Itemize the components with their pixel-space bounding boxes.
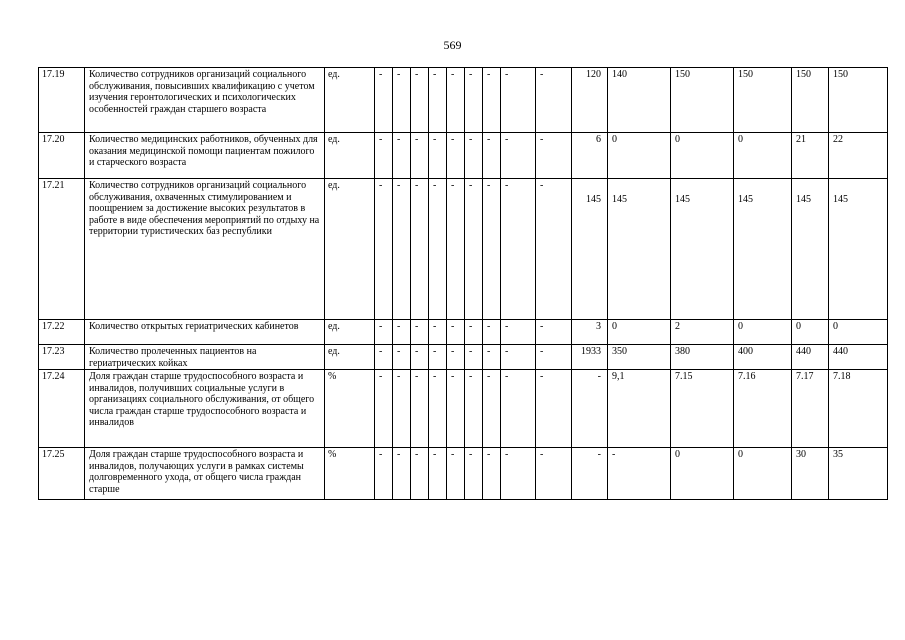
row-id: 17.19 (39, 68, 85, 133)
indicator-name: Количество медицинских работников, обученных для оказания медицинской помощи пациентам пожилого и старческого возраста (85, 133, 325, 179)
value-cell: - (536, 370, 572, 448)
table-row (39, 133, 888, 179)
dash-cell: - (483, 320, 501, 345)
dash-cell: - (393, 448, 411, 500)
value-cell: 150 (792, 68, 829, 133)
value-cell: - (536, 133, 572, 179)
indicator-name: Количество сотрудников организаций социального обслуживания, охваченных стимулированием и поощрением за достижение высоких результатов в работе в виде обеспечения мероприятий по отдыху на территории туристических баз республики (85, 179, 325, 320)
dash-cell: - (393, 133, 411, 179)
dash-cell: - (375, 448, 393, 500)
dash-cell: - (447, 448, 465, 500)
dash-cell: - (429, 179, 447, 320)
page-number: 569 (443, 38, 462, 52)
value-cell: 0 (734, 448, 792, 500)
value-text: 145 (796, 194, 811, 205)
value-cell: 7.17 (792, 370, 829, 448)
value-cell (829, 179, 888, 320)
value-cell: 0 (608, 320, 671, 345)
value-cell: 22 (829, 133, 888, 179)
value-cell (671, 179, 734, 320)
unit-cell: ед. (325, 133, 375, 179)
value-cell: - (608, 448, 671, 500)
unit-cell: % (325, 370, 375, 448)
dash-cell: - (429, 320, 447, 345)
value-cell: 21 (792, 133, 829, 179)
dash-cell: - (465, 345, 483, 370)
dash-cell: - (501, 133, 536, 179)
dash-cell: - (483, 179, 501, 320)
value-cell: 9,1 (608, 370, 671, 448)
dash-cell: - (393, 370, 411, 448)
unit-cell: % (325, 448, 375, 500)
indicator-name: Количество сотрудников организаций социального обслуживания, повысивших квалификацию с учетом изучения геронтологических и психологических особенностей граждан старшего возраста (85, 68, 325, 133)
table-row (39, 68, 888, 133)
dash-cell: - (483, 133, 501, 179)
table-row (39, 345, 888, 370)
unit-cell: ед. (325, 179, 375, 320)
dash-cell: - (429, 448, 447, 500)
dash-cell: - (483, 370, 501, 448)
indicator-name: Доля граждан старше трудоспособного возраста и инвалидов, получивших социальные услуги в организациях социального обслуживания, от общего числа граждан старше трудоспособного возраста и инвалидов (85, 370, 325, 448)
dash-cell: - (393, 320, 411, 345)
value-cell: 0 (671, 448, 734, 500)
dash-cell: - (447, 179, 465, 320)
value-cell: 0 (734, 133, 792, 179)
value-cell: 35 (829, 448, 888, 500)
dash-cell: - (501, 320, 536, 345)
value-cell: 440 (829, 345, 888, 370)
value-cell: 440 (792, 345, 829, 370)
row-id: 17.22 (39, 320, 85, 345)
value-cell: 400 (734, 345, 792, 370)
value-cell (734, 179, 792, 320)
value-text: 145 (586, 194, 601, 205)
dash-cell: - (447, 345, 465, 370)
row-id: 17.21 (39, 179, 85, 320)
dash-cell: - (393, 68, 411, 133)
table-row (39, 179, 888, 320)
dash-cell: - (501, 448, 536, 500)
value-cell: 120 (572, 68, 608, 133)
value-cell: 380 (671, 345, 734, 370)
indicators-table (38, 67, 888, 500)
dash-cell: - (411, 345, 429, 370)
dash-cell: - (465, 370, 483, 448)
dash-cell: - (411, 370, 429, 448)
dash-cell: - (465, 179, 483, 320)
indicator-name: Количество открытых гериатрических кабинетов (85, 320, 325, 345)
dash-cell: - (501, 345, 536, 370)
value-cell: - (536, 345, 572, 370)
value-text: 145 (675, 194, 690, 205)
value-text: 145 (738, 194, 753, 205)
unit-cell: ед. (325, 345, 375, 370)
value-cell: 1933 (572, 345, 608, 370)
value-text: 145 (612, 194, 627, 205)
value-cell: 7.18 (829, 370, 888, 448)
dash-cell: - (447, 320, 465, 345)
dash-cell: - (429, 68, 447, 133)
table-row (39, 320, 888, 345)
indicator-name: Количество пролеченных пациентов на гериатрических койках (85, 345, 325, 370)
dash-cell: - (447, 68, 465, 133)
dash-cell: - (465, 133, 483, 179)
value-cell: 3 (572, 320, 608, 345)
dash-cell: - (465, 448, 483, 500)
value-cell: 7.16 (734, 370, 792, 448)
value-cell (792, 179, 829, 320)
dash-cell: - (393, 345, 411, 370)
value-cell: 350 (608, 345, 671, 370)
dash-cell: - (447, 133, 465, 179)
value-cell: 6 (572, 133, 608, 179)
value-cell: 7.15 (671, 370, 734, 448)
dash-cell: - (375, 68, 393, 133)
dash-cell: - (483, 345, 501, 370)
table-row (39, 370, 888, 448)
dash-cell: - (501, 370, 536, 448)
dash-cell: - (411, 179, 429, 320)
row-id: 17.23 (39, 345, 85, 370)
dash-cell: - (429, 345, 447, 370)
value-cell: 0 (829, 320, 888, 345)
table-row (39, 448, 888, 500)
value-cell (608, 179, 671, 320)
indicator-name: Доля граждан старше трудоспособного возраста и инвалидов, получающих услуги в рамках системы долговременного ухода, от общего числа граждан старше (85, 448, 325, 500)
row-id: 17.20 (39, 133, 85, 179)
dash-cell: - (447, 370, 465, 448)
value-cell: 0 (734, 320, 792, 345)
value-cell: 150 (734, 68, 792, 133)
dash-cell: - (501, 68, 536, 133)
value-cell: 0 (671, 133, 734, 179)
dash-cell: - (375, 345, 393, 370)
value-cell: 150 (829, 68, 888, 133)
dash-cell: - (429, 370, 447, 448)
value-cell: - (536, 68, 572, 133)
value-cell (572, 179, 608, 320)
value-cell: - (536, 179, 572, 320)
dash-cell: - (393, 179, 411, 320)
unit-cell: ед. (325, 320, 375, 345)
dash-cell: - (375, 320, 393, 345)
unit-cell: ед. (325, 68, 375, 133)
dash-cell: - (411, 320, 429, 345)
row-id: 17.24 (39, 370, 85, 448)
value-cell: 0 (608, 133, 671, 179)
dash-cell: - (375, 179, 393, 320)
dash-cell: - (375, 370, 393, 448)
value-cell: 140 (608, 68, 671, 133)
dash-cell: - (465, 320, 483, 345)
value-cell: 2 (671, 320, 734, 345)
dash-cell: - (375, 133, 393, 179)
value-cell: 0 (792, 320, 829, 345)
dash-cell: - (465, 68, 483, 133)
value-cell: - (536, 320, 572, 345)
value-cell: - (536, 448, 572, 500)
value-cell: 30 (792, 448, 829, 500)
dash-cell: - (411, 448, 429, 500)
value-cell: - (572, 448, 608, 500)
row-id: 17.25 (39, 448, 85, 500)
dash-cell: - (483, 448, 501, 500)
value-cell: 150 (671, 68, 734, 133)
dash-cell: - (501, 179, 536, 320)
dash-cell: - (483, 68, 501, 133)
dash-cell: - (411, 68, 429, 133)
value-cell: - (572, 370, 608, 448)
dash-cell: - (429, 133, 447, 179)
value-text: 145 (833, 194, 848, 205)
dash-cell: - (411, 133, 429, 179)
